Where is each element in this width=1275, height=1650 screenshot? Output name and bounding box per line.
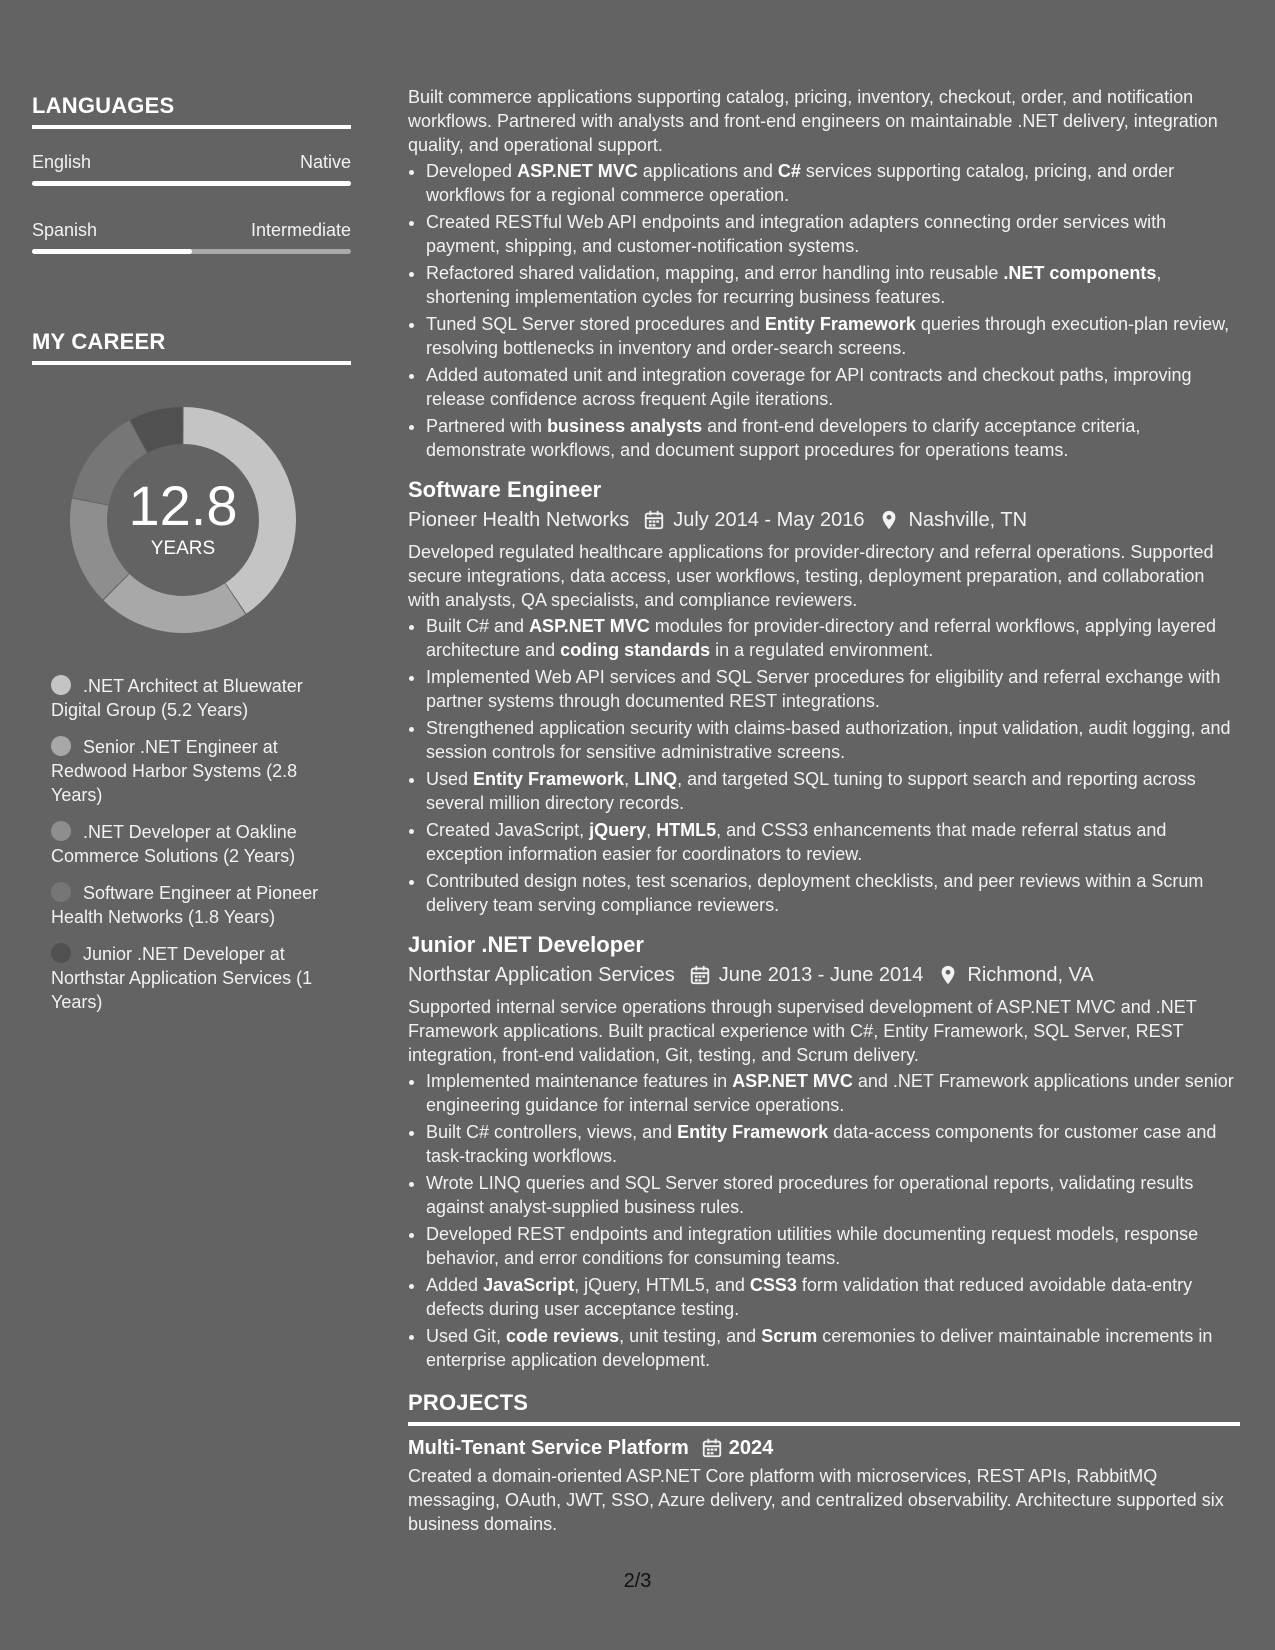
legend-dot [51,675,71,695]
language-english [32,151,351,186]
job-title: Junior .NET Developer [408,932,644,957]
job-title: Software Engineer [408,477,602,502]
legend-label: .NET Developer at Oakline Commerce Solutions (2 Years) [51,822,297,866]
job-bullets [408,159,1240,462]
job-entry [408,931,1240,1372]
languages-heading: LANGUAGES [32,93,351,129]
project-header [408,1434,1240,1462]
bullet-item: • Used Git, code reviews, unit testing, and Scrum ceremonies to deliver maintainable increments in enterprise application development. [426,1324,1240,1372]
bullet-item: • Built C# and ASP.NET MVC modules for provider-directory and referral workflows, applying layered architecture and coding standards in a regulated environment. [426,614,1240,662]
career-legend-item [51,942,341,1014]
legend-label: .NET Architect at Bluewater Digital Group (5.2 Years) [51,676,303,720]
bullet-item: • Contributed design notes, test scenarios, deployment checklists, and peer reviews within a Scrum delivery team serving compliance reviewers. [426,869,1240,917]
bullet-item: • Created RESTful Web API endpoints and integration adapters connecting order services with payment, shipping, and customer-notification systems. [426,210,1240,258]
legend-dot [51,882,71,902]
bullet-item: • Wrote LINQ queries and SQL Server stored procedures for operational reports, validating results against analyst-supplied business rules. [426,1171,1240,1219]
career-legend-item [51,881,341,929]
bullet-item: • Used Entity Framework, LINQ, and targeted SQL tuning to support search and reporting across several million directory records. [426,767,1240,815]
career-total-unit: YEARS [150,538,216,559]
job-company: Pioneer Health Networks [408,509,630,531]
language-proficiency-bar [32,249,351,254]
project-year: 2024 [728,1437,774,1459]
bullet-item: • Developed ASP.NET MVC applications and C# services supporting catalog, pricing, and order workflows for a regional commerce operation. [426,159,1240,207]
job-meta [408,505,1240,535]
project-description: Created a domain-oriented ASP.NET Core platform with microservices, REST APIs, RabbitMQ messaging, OAuth, JWT, SSO, Azure delivery, and centralized observability. Architecture supported six business domains. [408,1466,1224,1534]
projects-heading: PROJECTS [408,1390,1240,1426]
career-donut-chart [63,400,303,640]
job-meta [408,960,1240,990]
legend-label: Junior .NET Developer at Northstar Application Services (1 Years) [51,944,313,1012]
bullet-item: • Tuned SQL Server stored procedures and Entity Framework queries through execution-plan review, resolving bottlenecks in inventory and order-search screens. [426,312,1240,360]
language-level: Native [299,152,351,172]
bullet-item: • Implemented Web API services and SQL Server procedures for eligibility and referral exchange with partner systems through documented REST integrations. [426,665,1240,713]
legend-dot [51,821,71,841]
career-total-years: 12.8 [128,474,238,537]
language-proficiency-bar [32,181,351,186]
language-proficiency-fill [32,249,192,254]
career-legend-item [51,735,341,807]
legend-dot [51,943,71,963]
language-level: Intermediate [250,220,351,240]
map-pin-icon [878,509,900,531]
career-legend-item [51,674,341,722]
legend-dot [51,736,71,756]
job-dates: June 2013 - June 2014 [718,964,924,986]
bullet-item: • Implemented maintenance features in ASP.NET MVC and .NET Framework applications under senior engineering guidance for internal service operations. [426,1069,1240,1117]
job-bullets [408,614,1240,917]
calendar-icon [643,509,665,531]
bullet-item: • Refactored shared validation, mapping, and error handling into reusable .NET components, shortening implementation cycles for recurring business features. [426,261,1240,309]
sidebar [32,93,351,1027]
job-summary: Built commerce applications supporting catalog, pricing, inventory, checkout, order, and notification workflows. Partnered with analysts and front-end engineers on maintainable .NET delivery, integration quality, and operational support. [408,87,1218,155]
calendar-icon [689,964,711,986]
bullet-item: • Created JavaScript, jQuery, HTML5, and CSS3 enhancements that made referral status and exception information easier for coordinators to review. [426,818,1240,866]
main-content [408,85,1240,1536]
bullet-item: • Added JavaScript, jQuery, HTML5, and CSS3 form validation that reduced avoidable data-entry defects during user acceptance testing. [426,1273,1240,1321]
map-pin-icon [937,964,959,986]
job-company: Northstar Application Services [408,964,675,986]
job-dates: July 2014 - May 2016 [673,509,865,531]
language-name: English [32,152,92,172]
bullet-item: • Added automated unit and integration coverage for API contracts and checkout paths, improving release confidence across frequent Agile iterations. [426,363,1240,411]
job-bullets [408,1069,1240,1372]
page-number: 2/3 [623,1570,652,1592]
calendar-icon [701,1437,723,1459]
career-legend [51,674,341,1014]
bullet-item: • Partnered with business analysts and front-end developers to clarify acceptance criteria, demonstrate workflows, and document support procedures for operations teams. [426,414,1240,462]
career-section [32,329,351,1014]
bullet-item: • Developed REST endpoints and integration utilities while documenting request models, response behavior, and error conditions for consuming teams. [426,1222,1240,1270]
language-name: Spanish [32,220,98,240]
career-heading: MY CAREER [32,329,351,365]
job-description: Supported internal service operations through supervised development of ASP.NET MVC and .NET Framework applications. Built practical experience with C#, Entity Framework, SQL Server, REST integration, front-end validation, Git, testing, and Scrum delivery. [408,997,1197,1065]
career-legend-item [51,820,341,868]
bullet-item: • Built C# controllers, views, and Entity Framework data-access components for customer case and task-tracking workflows. [426,1120,1240,1168]
language-proficiency-fill [32,181,351,186]
job-description: Developed regulated healthcare applications for provider-directory and referral operations. Supported secure integrations, data access, user workflows, testing, deployment preparation, and collaboration with analysts, QA specialists, and compliance reviewers. [408,542,1214,610]
project-title: Multi-Tenant Service Platform [408,1437,689,1459]
legend-label: Software Engineer at Pioneer Health Networks (1.8 Years) [51,883,319,927]
job-location: Richmond, VA [967,964,1094,986]
job-location: Nashville, TN [908,509,1028,531]
language-spanish [32,219,351,254]
projects-section [408,1390,1240,1536]
legend-label: Senior .NET Engineer at Redwood Harbor Systems (2.8 Years) [51,737,298,805]
bullet-item: • Strengthened application security with claims-based authorization, input validation, audit logging, and session controls for sensitive administrative screens. [426,716,1240,764]
job-entry [408,476,1240,917]
